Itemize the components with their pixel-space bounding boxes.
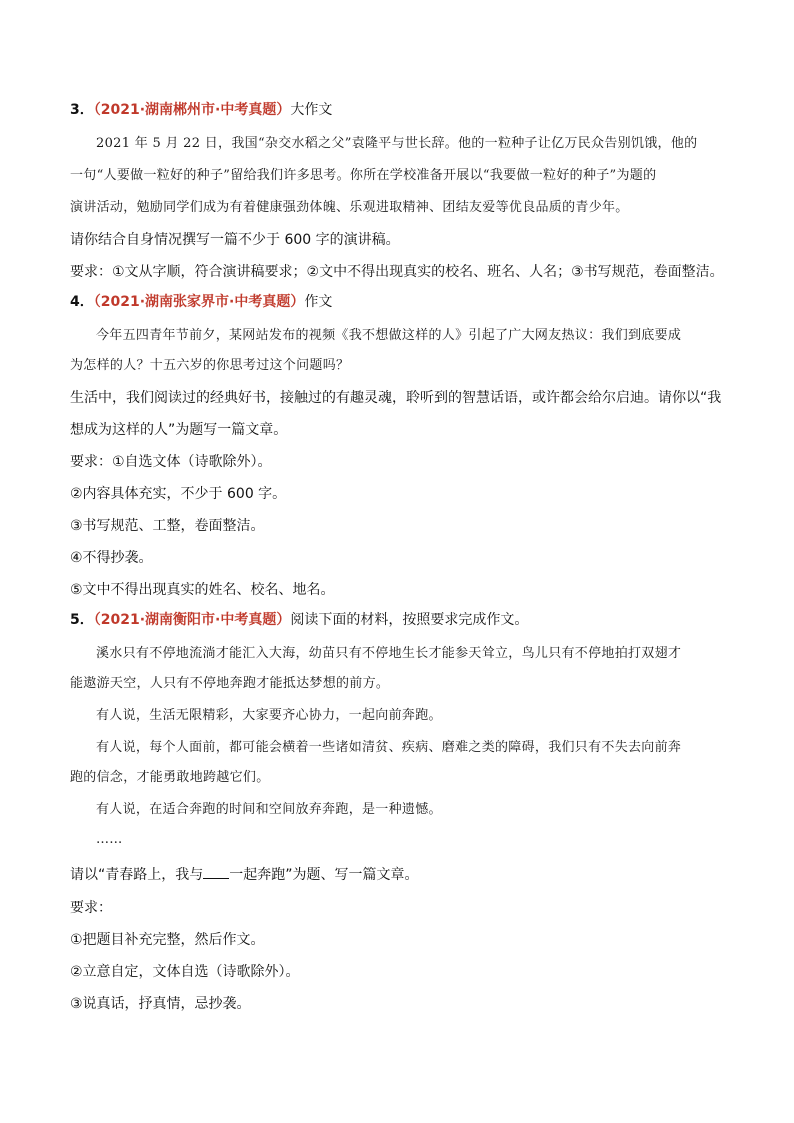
q4-requirement: ③书写规范、工整，卷面整洁。 xyxy=(70,518,265,534)
q5-requirement: ②立意自定，文体自选（诗歌除外）。 xyxy=(70,964,300,980)
q5-material-line: 能遨游天空，人只有不停地奔跑才能抵达梦想的前方。 xyxy=(70,676,390,691)
q5-number: 5． xyxy=(70,612,94,628)
q5-heading xyxy=(70,610,730,630)
q5-material-line: 溪水只有不停地流淌才能汇入大海，幼苗只有不停地生长才能参天耸立，鸟儿只有不停地拍打双翅才 xyxy=(96,646,682,661)
q5-requirement: ①把题目补充完整，然后作文。 xyxy=(70,932,265,948)
q4-number: 4． xyxy=(70,294,94,310)
q5-requirement: 要求： xyxy=(70,900,112,916)
q5-title-blank xyxy=(203,864,229,879)
q4-requirement: ②内容具体充实，不少于 600 字。 xyxy=(70,486,287,502)
q4-requirement: 要求：①自选文体（诗歌除外）。 xyxy=(70,454,272,470)
q3-task: 请你结合自身情况撰写一篇不少于 600 字的演讲稿。 xyxy=(70,232,400,248)
q4-material-line: 今年五四青年节前夕，某网站发布的视频《我不想做这样的人》引起了广大网友热议：我们到底要成 xyxy=(96,328,682,343)
q4-prompt-line: 生活中，我们阅读过的经典好书，接触过的有趣灵魂，聆听到的智慧话语，或许都会给尔启迪。请你以“我 xyxy=(70,390,722,406)
q5-material-line: 有人说，生活无限精彩，大家要齐心协力，一起向前奔跑。 xyxy=(96,708,442,723)
q3-source: （2021·湖南郴州市·中考真题） xyxy=(93,102,291,118)
q4-prompt-line: 想成为这样的人”为题写一篇文章。 xyxy=(70,422,288,438)
q3-material-line: 一句“人要做一粒好的种子”留给我们许多思考。你所在学校准备开展以“我要做一粒好的种子”为题的 xyxy=(70,168,657,183)
q4-type: 作文 xyxy=(304,294,333,310)
q5-source: （2021·湖南衡阳市·中考真题） xyxy=(93,612,291,628)
q5-type: 阅读下面的材料，按照要求完成作文。 xyxy=(290,612,529,628)
q4-requirement: ⑤文中不得出现真实的姓名、校名、地名。 xyxy=(70,582,335,598)
q4-material-line: 为怎样的人？十五六岁的你思考过这个问题吗？ xyxy=(70,358,350,373)
q4-heading xyxy=(70,292,730,312)
q4-source: （2021·湖南张家界市·中考真题） xyxy=(93,294,305,310)
q3-heading xyxy=(70,100,730,120)
q5-prompt xyxy=(70,864,730,885)
q3-type: 大作文 xyxy=(290,102,333,118)
q5-ellipsis: …… xyxy=(96,832,123,847)
q5-requirement: ③说真话，抒真情，忌抄袭。 xyxy=(70,996,251,1012)
q5-material-line: 有人说，在适合奔跑的时间和空间放弃奔跑，是一种遗憾。 xyxy=(96,802,442,817)
q3-material-line: 演讲活动，勉励同学们成为有着健康强劲体魄、乐观进取精神、团结友爱等优良品质的青少年。 xyxy=(70,200,629,215)
q5-material-line: 有人说，每个人面前，都可能会横着一些诸如清贫、疾病、磨难之类的障碍，我们只有不失去向前奔 xyxy=(96,740,682,755)
q5-prompt-after: 一起奔跑”为题、写一篇文章。 xyxy=(229,867,419,883)
q5-material-line: 跑的信念，才能勇敢地跨越它们。 xyxy=(70,770,270,785)
q3-number: 3． xyxy=(70,102,94,118)
q3-requirement: 要求：①文从字顺，符合演讲稿要求；②文中不得出现真实的校名、班名、人名；③书写规范，卷面整洁。 xyxy=(70,264,724,280)
q5-prompt-before: 请以“青春路上，我与 xyxy=(70,867,204,883)
q3-material-line: 2021 年 5 月 22 日，我国“杂交水稻之父”袁隆平与世长辞。他的一粒种子让亿万民众告别饥饿，他的 xyxy=(96,136,698,151)
q4-requirement: ④不得抄袭。 xyxy=(70,550,153,566)
